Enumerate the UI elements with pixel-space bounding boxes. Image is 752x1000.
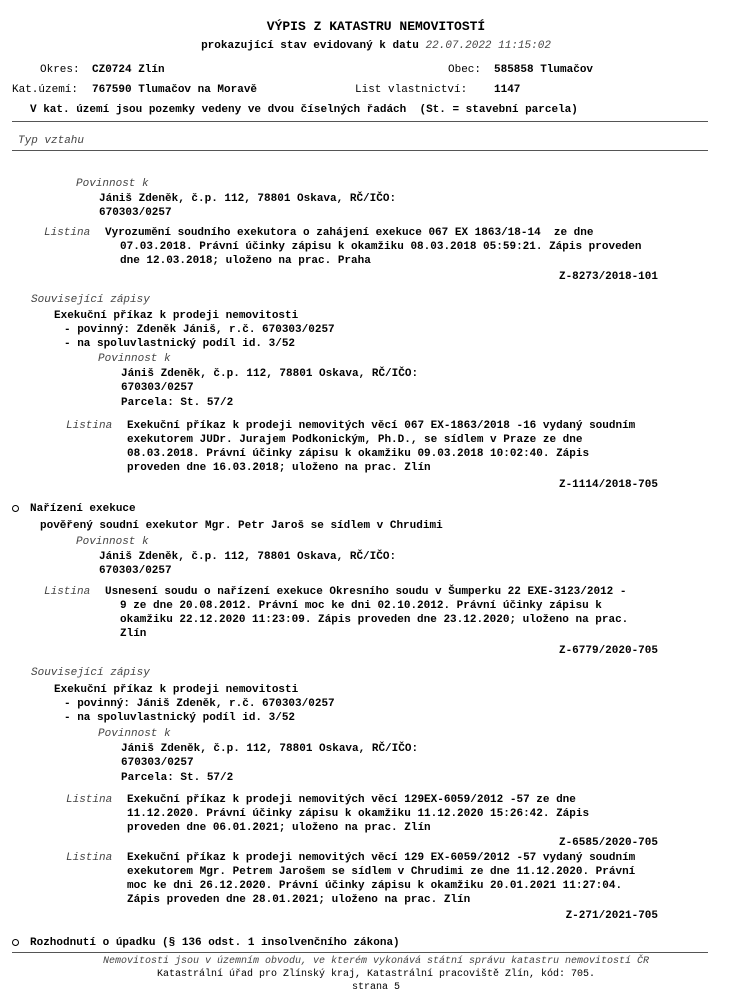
entry-line: - povinný: Zdeněk Jániš, r.č. 670303/0257 <box>64 324 335 336</box>
entry-line: - na spoluvlastnický podíl id. 3/52 <box>64 338 296 350</box>
footer-line: Katastrální úřad pro Zlínský kraj, Katastrální pracoviště Zlín, kód: 705. <box>156 969 596 980</box>
okres-label: Okres: <box>40 64 80 76</box>
listina-text: Zápis proveden dne 28.01.2021; uloženo na prac. Zlín <box>127 894 471 906</box>
okres-value: CZ0724 Zlín <box>92 64 165 76</box>
parcela-line: Parcela: St. 57/2 <box>121 397 234 409</box>
reference-number: Z-6585/2020-705 <box>558 837 658 849</box>
footer-line: Nemovitosti jsou v územním obvodu, ve kterém vykonává státní správu katastru nemovitostí ČR <box>102 956 650 967</box>
listina-text: 9 ze dne 20.08.2012. Právní moc ke dni 02.10.2012. Právní účinky zápisu k <box>120 600 602 612</box>
divider-top <box>12 121 708 122</box>
entry-title: Rozhodnutí o úpadku (§ 136 odst. 1 insolvenčního zákona) <box>30 937 400 949</box>
obec-value: 585858 Tlumačov <box>494 64 594 76</box>
povinnost-label: Povinnost k <box>98 728 171 740</box>
document-title: VÝPIS Z KATASTRU NEMOVITOSTÍ <box>266 19 486 34</box>
entry-line: - na spoluvlastnický podíl id. 3/52 <box>64 712 296 724</box>
reference-number: Z-271/2021-705 <box>565 910 658 922</box>
listina-label: Listina <box>44 227 91 239</box>
owner-line: 670303/0257 <box>121 757 194 769</box>
povinnost-label: Povinnost k <box>76 536 149 548</box>
owner-line: 670303/0257 <box>121 382 194 394</box>
divider-col <box>12 150 708 151</box>
bullet-icon <box>12 939 19 946</box>
listina-text: Vyrozumění soudního exekutora o zahájení exekuce 067 EX 1863/18-14 ze dne <box>105 227 594 239</box>
listina-text: exekutorem Mgr. Petrem Jarošem se sídlem v Chrudimi ze dne 11.12.2020. Právní <box>127 866 636 878</box>
divider-footer <box>12 952 708 953</box>
kat-value: 767590 Tlumačov na Moravě <box>92 84 258 96</box>
bullet-icon <box>12 505 19 512</box>
owner-line: Jániš Zdeněk, č.p. 112, 78801 Oskava, RČ/IČO: <box>121 743 419 755</box>
listina-text: 07.03.2018. Právní účinky zápisu k okamžiku 08.03.2018 05:59:21. Zápis proveden <box>120 241 642 253</box>
entry-title: Exekuční příkaz k prodeji nemovitosti <box>54 310 299 322</box>
owner-line: Jániš Zdeněk, č.p. 112, 78801 Oskava, RČ/IČO: <box>99 193 397 205</box>
entry-title: Nařízení exekuce <box>30 503 136 515</box>
page-number: strana 5 <box>351 982 400 993</box>
obec-label: Obec: <box>448 64 482 76</box>
listina-text: 11.12.2020. Právní účinky zápisu k okamžiku 11.12.2020 15:26:42. Zápis <box>127 808 590 820</box>
kat-label: Kat.území: <box>12 84 79 96</box>
state-prefix: prokazující stav evidovaný k datu <box>201 40 419 52</box>
listina-text: 08.03.2018. Právní účinky zápisu k okamžiku 09.03.2018 10:02:40. Zápis <box>127 448 590 460</box>
listina-text: Zlín <box>120 628 147 640</box>
owner-line: 670303/0257 <box>99 207 172 219</box>
owner-line: 670303/0257 <box>99 565 172 577</box>
listina-text: Exekuční příkaz k prodeji nemovitých věcí 067 EX-1863/2018 -16 vydaný soudním <box>127 420 636 432</box>
listina-text: Usnesení soudu o nařízení exekuce Okresního soudu v Šumperku 22 EXE-3123/2012 - <box>105 586 627 598</box>
column-header: Typ vztahu <box>18 135 85 147</box>
listina-text: moc ke dni 26.12.2020. Právní účinky zápisu k okamžiku 20.01.2021 11:27:04. <box>127 880 623 892</box>
listina-text: proveden dne 06.01.2021; uloženo na prac. Zlín <box>127 822 431 834</box>
souvisejici-label: Související zápisy <box>31 294 150 306</box>
povinnost-label: Povinnost k <box>98 353 171 365</box>
owner-line: Jániš Zdeněk, č.p. 112, 78801 Oskava, RČ/IČO: <box>99 551 397 563</box>
lv-label: List vlastnictví: <box>355 84 468 96</box>
entry-line: - povinný: Jániš Zdeněk, r.č. 670303/0257 <box>64 698 335 710</box>
reference-number: Z-6779/2020-705 <box>558 645 658 657</box>
listina-label: Listina <box>66 794 113 806</box>
listina-text: okamžiku 22.12.2020 11:23:09. Zápis proveden dne 23.12.2020; uloženo na prac. <box>120 614 629 626</box>
listina-label: Listina <box>44 586 91 598</box>
parcela-line: Parcela: St. 57/2 <box>121 772 234 784</box>
listina-text: dne 12.03.2018; uloženo na prac. Praha <box>120 255 371 267</box>
listina-text: exekutorem JUDr. Jurajem Podkonickým, Ph.D., se sídlem v Praze ze dne <box>127 434 583 446</box>
listina-label: Listina <box>66 420 113 432</box>
lv-value: 1147 <box>494 84 521 96</box>
owner-line: Jániš Zdeněk, č.p. 112, 78801 Oskava, RČ/IČO: <box>121 368 419 380</box>
entry-title: Exekuční příkaz k prodeji nemovitosti <box>54 684 299 696</box>
souvisejici-label: Související zápisy <box>31 667 150 679</box>
header-note: V kat. území jsou pozemky vedeny ve dvou číselných řadách (St. = stavební parcela) <box>30 104 578 116</box>
reference-number: Z-1114/2018-705 <box>558 479 658 491</box>
entry-subtitle: pověřený soudní exekutor Mgr. Petr Jaroš se sídlem v Chrudimi <box>40 520 443 532</box>
state-date: 22.07.2022 11:15:02 <box>425 40 551 52</box>
povinnost-label: Povinnost k <box>76 178 149 190</box>
listina-text: Exekuční příkaz k prodeji nemovitých věcí 129 EX-6059/2012 -57 vydaný soudním <box>127 852 636 864</box>
reference-number: Z-8273/2018-101 <box>558 271 658 283</box>
listina-text: proveden dne 16.03.2018; uloženo na prac. Zlín <box>127 462 431 474</box>
listina-text: Exekuční příkaz k prodeji nemovitých věcí 129EX-6059/2012 -57 ze dne <box>127 794 576 806</box>
state-line <box>0 39 752 53</box>
listina-label: Listina <box>66 852 113 864</box>
